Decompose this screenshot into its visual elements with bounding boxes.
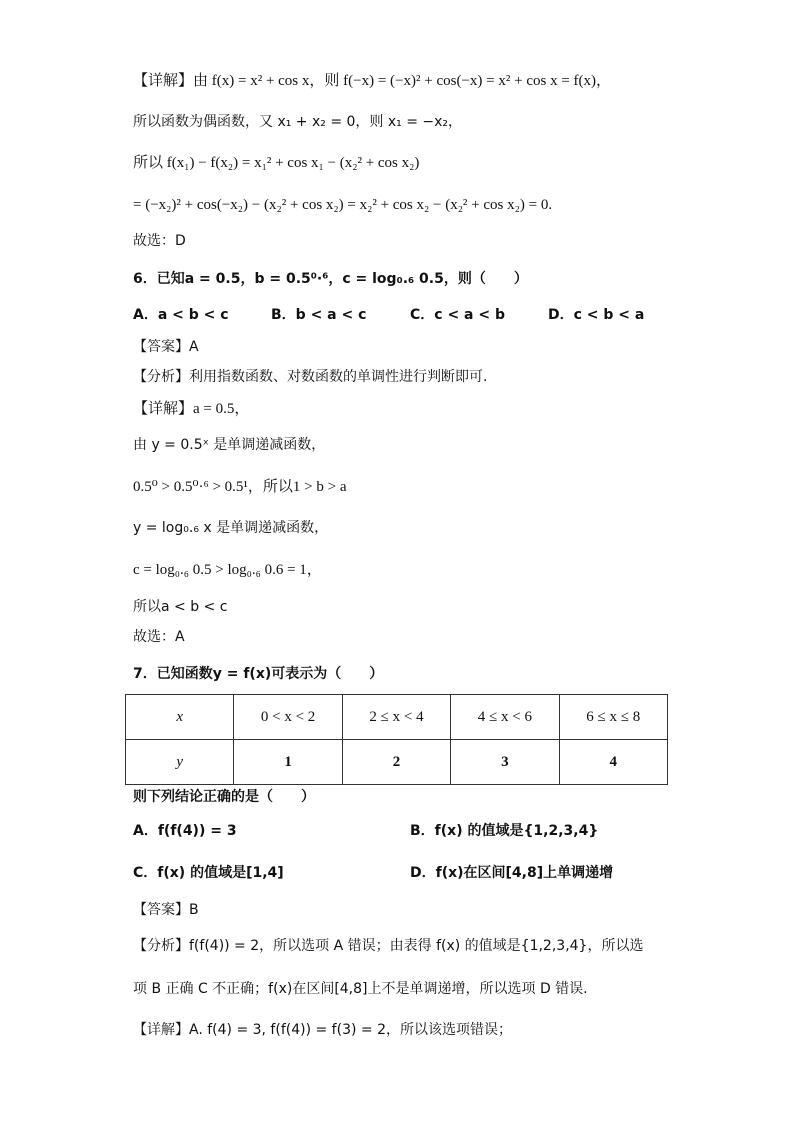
q7-prompt: 则下列结论正确的是（ ） [133,789,315,805]
q7-option-a: A．f(f(4)) = 3 [133,823,237,839]
table-cell: 1 [234,740,342,785]
q6-detail-2: 由 y = 0.5ˣ 是单调递减函数， [133,437,326,453]
q7-answer: 【答案】B [133,902,199,918]
q6-detail-5: c = log₀.₆ 0.5 > log₀.₆ 0.6 = 1， [133,562,322,578]
q7-detail-1: 【详解】A. f(4) = 3, f(f(4)) = f(3) = 2，所以该选项错误； [133,1022,512,1038]
table-cell: 4 ≤ x < 6 [451,695,559,740]
table-cell: 6 ≤ x ≤ 8 [559,695,667,740]
q7-option-d: D．f(x)在区间[4,8]上单调递增 [410,865,614,881]
table-cell: 4 [559,740,667,785]
q6-detail-4: y = log₀.₆ x 是单调递减函数， [133,520,329,536]
q7-option-b: B．f(x) 的值域是{1,2,3,4} [410,823,599,839]
table-cell: x [126,695,234,740]
q6-detail-1: 【详解】a = 0.5， [133,401,250,417]
q6-option-c: C．c < a < b [410,307,505,323]
answer-choice-line: 故选：D [133,233,186,249]
q6-analysis: 【分析】利用指数函数、对数函数的单调性进行判断即可. [133,369,488,385]
q6-answer: 【答案】A [133,339,199,355]
q7-option-c: C．f(x) 的值域是[1,4] [133,865,284,881]
table-cell: 2 [342,740,450,785]
function-table [125,694,668,785]
table-row [126,695,668,740]
explanation-line-3: 所以 f(x₁) − f(x₂) = x₁² + cos x₁ − (x₂² + cos x₂) [133,155,420,171]
table-cell: 2 ≤ x < 4 [342,695,450,740]
table-cell: 3 [451,740,559,785]
q6-option-a: A．a < b < c [133,307,229,323]
q6-option-b: B．b < a < c [271,307,367,323]
explanation-line-4: = (−x₂)² + cos(−x₂) − (x₂² + cos x₂) = x₂² + cos x₂ − (x₂² + cos x₂) = 0. [133,197,553,213]
explanation-line-1: 【详解】由 f(x) = x² + cos x，则 f(−x) = (−x)² + cos(−x) = x² + cos x = f(x)， [133,73,612,89]
q7-analysis-1: 【分析】f(f(4)) = 2，所以选项 A 错误；由表得 f(x) 的值域是{1,2,3,4}，所以选 [133,938,644,954]
explanation-line-2: 所以函数为偶函数，又 x₁ + x₂ = 0，则 x₁ = −x₂， [133,114,463,130]
q6-detail-7: 故选：A [133,629,185,645]
q6-detail-6: 所以a < b < c [133,599,228,615]
q7-analysis-2: 项 B 正确 C 不正确；f(x)在区间[4,8]上不是单调递增，所以选项 D 错误. [133,981,588,997]
q6-option-d: D．c < b < a [548,307,645,323]
question-6: 6．已知a = 0.5，b = 0.5⁰·⁶，c = log₀.₆ 0.5，则（ ） [133,271,528,287]
q6-detail-3: 0.5⁰ > 0.5⁰·⁶ > 0.5¹，所以1 > b > a [133,479,347,495]
table-cell: 0 < x < 2 [234,695,342,740]
table-row [126,740,668,785]
question-7: 7．已知函数y = f(x)可表示为（ ） [133,666,384,682]
table-cell: y [126,740,234,785]
